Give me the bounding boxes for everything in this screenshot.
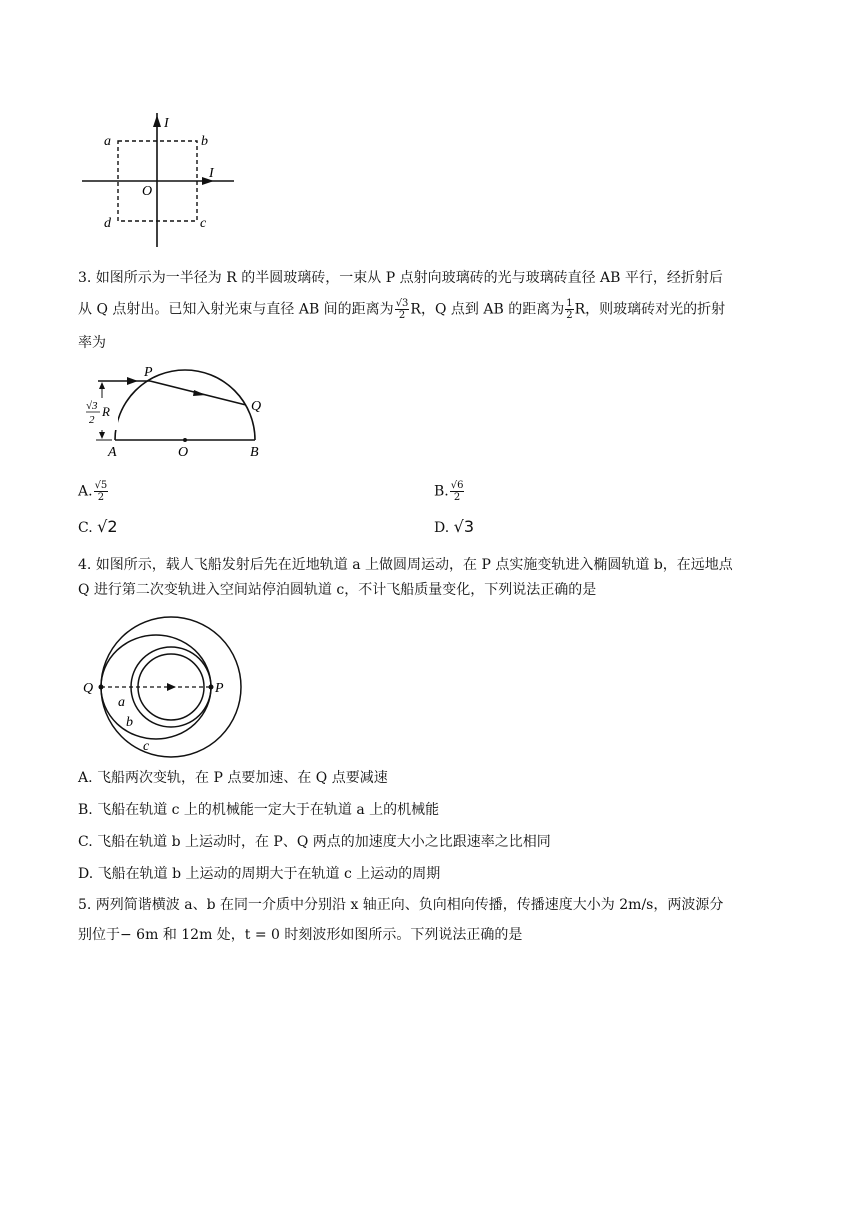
label-a: a	[104, 134, 111, 149]
q3-line-2	[78, 298, 725, 321]
frac-den: 2	[398, 310, 406, 321]
q3-line-2-part-b: R，Q 点到 AB 的距离为	[410, 301, 565, 318]
figure-wires-square	[78, 105, 238, 250]
dimension-num: √3	[86, 400, 98, 412]
refracted-arrow-icon	[193, 390, 206, 396]
figure-orbits	[78, 605, 248, 760]
q3-option-b[interactable]	[434, 480, 465, 503]
label-orbit-c: c	[143, 739, 150, 754]
q4-option-b[interactable]: B. 飞船在轨道 c 上的机械能一定大于在轨道 a 上的机械能	[78, 802, 440, 818]
dimension-arrow-bottom-icon	[99, 432, 105, 439]
option-c-value: √2	[97, 517, 118, 536]
dimension-den: 2	[89, 414, 95, 426]
label-current-horizontal: I	[209, 166, 214, 181]
figure-semicircle-glass	[78, 364, 278, 464]
center-dot	[183, 438, 187, 442]
q3-option-a[interactable]	[78, 480, 109, 503]
point-p	[209, 685, 214, 690]
label-o-center: O	[178, 445, 189, 460]
q3-line-3: 率为	[78, 335, 106, 351]
frac-num: 1	[566, 298, 573, 309]
frac-den: 2	[566, 310, 573, 321]
q3-option-c[interactable]	[78, 517, 118, 538]
frac-den: 2	[453, 492, 461, 503]
q4-option-d[interactable]: D. 飞船在轨道 b 上运动的周期大于在轨道 c 上运动的周期	[78, 866, 441, 882]
current-arrow-up-icon	[153, 115, 161, 127]
label-b: b	[201, 134, 208, 149]
option-d-value: √3	[453, 517, 475, 536]
option-label: C.	[78, 520, 93, 536]
q3-line-2-part-a: 从 Q 点射出。已知入射光束与直径 AB 间的距离为	[78, 301, 394, 318]
q3-fraction-1-over-2	[565, 298, 573, 321]
frac-den: 2	[97, 492, 105, 503]
q4-line-2: Q 进行第二次变轨进入空间站停泊圆轨道 c，不计飞船质量变化，下列说法正确的是	[78, 582, 597, 598]
frac-num: √3	[395, 298, 409, 309]
incident-arrow-icon	[127, 377, 138, 385]
q3-line-2-part-c: R，则玻璃砖对光的折射	[574, 301, 726, 318]
frac-num: √6	[450, 480, 464, 491]
label-c: c	[200, 216, 207, 231]
option-label: A.	[78, 483, 93, 500]
label-orbit-b: b	[126, 715, 133, 730]
label-a-point: A	[108, 445, 117, 460]
label-p: P	[144, 365, 153, 380]
label-orbit-a: a	[118, 695, 125, 710]
label-q: Q	[251, 399, 262, 414]
axis-arrow-icon	[167, 683, 176, 691]
label-d: d	[104, 216, 111, 231]
q3-fraction-sqrt3-over-2	[395, 298, 410, 321]
dimension-arrow-top-icon	[99, 382, 105, 389]
q4-line-1: 4. 如图所示，载人飞船发射后先在近地轨道 a 上做圆周运动，在 P 点实施变轨进入椭圆轨道 b，在远地点	[78, 557, 733, 573]
label-o: O	[142, 184, 153, 199]
q3-option-d[interactable]	[434, 517, 474, 538]
frac-num: √5	[94, 480, 108, 491]
label-b-point: B	[250, 445, 259, 460]
label-q: Q	[83, 681, 94, 696]
q4-option-c[interactable]: C. 飞船在轨道 b 上运动时，在 P、Q 两点的加速度大小之比跟速率之比相同	[78, 834, 551, 850]
q4-option-a[interactable]: A. 飞船两次变轨，在 P 点要加速、在 Q 点要减速	[78, 770, 388, 786]
option-a-fraction	[94, 480, 109, 503]
q5-line-2: 别位于− 6m 和 12m 处，t = 0 时刻波形如图所示。下列说法正确的是	[78, 927, 523, 943]
label-current-vertical: I	[164, 116, 169, 131]
q5-line-1: 5. 两列简谐横波 a、b 在同一介质中分别沿 x 轴正向、负向相向传播，传播速度大小为 2m/s，两波源分	[78, 897, 724, 913]
label-p: P	[215, 681, 224, 696]
option-b-fraction	[450, 480, 465, 503]
option-label: B.	[434, 483, 449, 500]
q3-line-1: 3. 如图所示为一半径为 R 的半圆玻璃砖，一束从 P 点射向玻璃砖的光与玻璃砖直径 AB 平行，经折射后	[78, 270, 723, 286]
option-label: D.	[434, 520, 450, 536]
point-q	[99, 685, 104, 690]
dimension-unit: R	[102, 404, 110, 419]
